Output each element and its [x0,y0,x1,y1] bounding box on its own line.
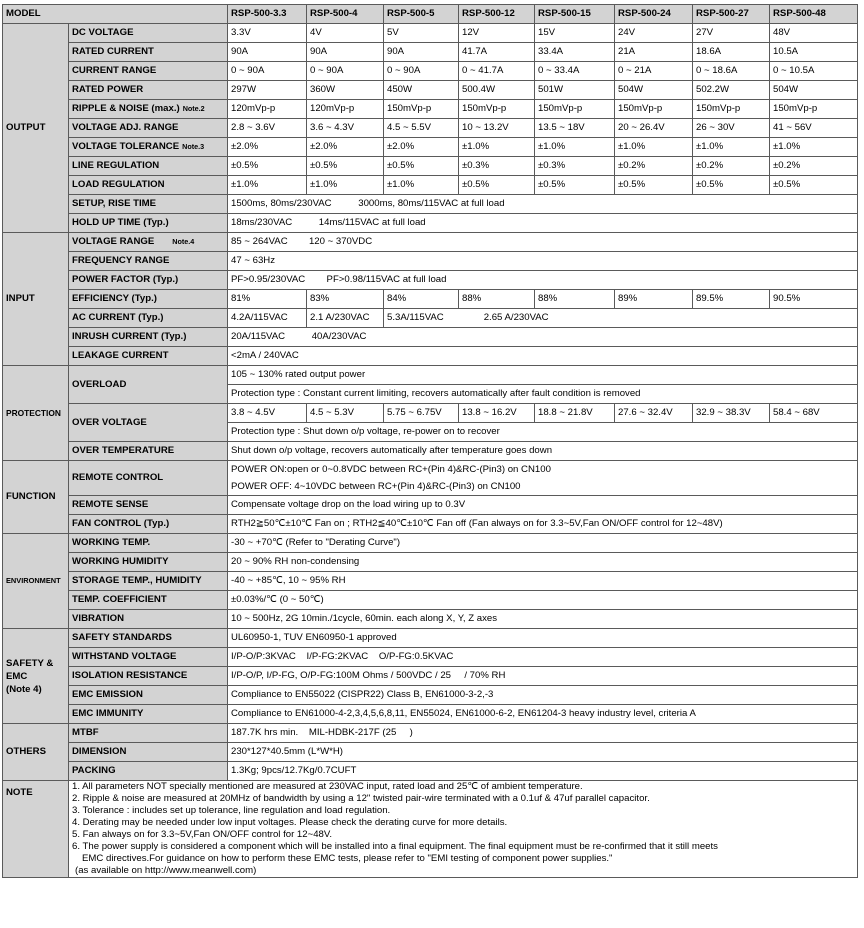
cell: 501W [535,81,615,100]
cell: 89% [615,290,693,309]
cell: 2.1 A/230VAC [307,309,384,328]
row-label: VIBRATION [69,610,228,629]
cell-text: 2.65 A/230VAC [483,312,549,323]
cell: 450W [384,81,459,100]
cell: ±1.0% [535,138,615,157]
cell: 85 ~ 264VAC 120 ~ 370VDC [228,233,858,252]
cell: 89.5% [693,290,770,309]
row-label: EFFICIENCY (Typ.) [69,290,228,309]
table-row [3,762,858,781]
note-tag: Note.3 [182,142,205,151]
table-row [3,195,858,214]
cell: 0 ~ 21A [615,62,693,81]
cell: 504W [615,81,693,100]
row-label: POWER FACTOR (Typ.) [69,271,228,290]
cell: ±0.2% [770,157,858,176]
row-label: WORKING HUMIDITY [69,553,228,572]
cell: ±0.3% [535,157,615,176]
cell: 4V [307,24,384,43]
cell: 18.6A [693,43,770,62]
cell: ±0.5% [384,157,459,176]
cell: ±0.03%/℃ (0 ~ 50℃) [228,591,858,610]
row-label: CURRENT RANGE [69,62,228,81]
model-name: RSP-500-3.3 [228,5,307,24]
cell: 10 ~ 500Hz, 2G 10min./1cycle, 60min. each along X, Y, Z axes [228,610,858,629]
cell: ±1.0% [615,138,693,157]
cell: RTH2≧50℃±10℃ Fan on ; RTH2≦40℃±10℃ Fan off (Fan always on for 3.3~5V,Fan ON/OFF control for 12~48V) [228,515,858,534]
row-label: DIMENSION [69,743,228,762]
cell: 150mVp-p [770,100,858,119]
cell: ±0.2% [615,157,693,176]
cell: 1.3Kg; 9pcs/12.7Kg/0.7CUFT [228,762,858,781]
cell: 20 ~ 90% RH non-condensing [228,553,858,572]
cell: 0 ~ 10.5A [770,62,858,81]
cell: 20 ~ 26.4V [615,119,693,138]
row-label: VOLTAGE ADJ. RANGE [69,119,228,138]
table-row [3,686,858,705]
table-row [3,461,858,496]
cell: 0 ~ 90A [384,62,459,81]
table-row [3,24,858,43]
cell: 90.5% [770,290,858,309]
cell: Compensate voltage drop on the load wiring up to 0.3V [228,496,858,515]
table-row [3,157,858,176]
table-row [3,496,858,515]
cell: 150mVp-p [535,100,615,119]
cell: 41.7A [459,43,535,62]
table-row [3,252,858,271]
cell-line: POWER OFF: 4~10VDC between RC+(Pin 4)&RC-(Pin3) on CN100 [231,481,521,492]
row-label: OVER VOLTAGE [69,404,228,442]
cell: ±2.0% [384,138,459,157]
cell: 3.8 ~ 4.5V [228,404,307,423]
cell: 150mVp-p [693,100,770,119]
row-label: PACKING [69,762,228,781]
table-row [3,366,858,385]
section-line: SAFETY & [6,657,54,669]
table-row [3,724,858,743]
table-row [3,743,858,762]
cell: 12V [459,24,535,43]
table-row [3,62,858,81]
table-row [3,648,858,667]
cell: 230*127*40.5mm (L*W*H) [228,743,858,762]
row-label: AC CURRENT (Typ.) [69,309,228,328]
cell: 5.75 ~ 6.75V [384,404,459,423]
note-tag: Note.2 [182,104,205,113]
cell: 48V [770,24,858,43]
table-row [3,309,858,328]
cell: 88% [535,290,615,309]
row-label: OVER TEMPERATURE [69,442,228,461]
note-line: 3. Tolerance : includes set up tolerance, line regulation and load regulation. [72,805,391,816]
section-note-label: NOTE [3,781,69,878]
row-label: INRUSH CURRENT (Typ.) [69,328,228,347]
cell: 500.4W [459,81,535,100]
cell: 90A [307,43,384,62]
model-name: RSP-500-27 [693,5,770,24]
cell: 90A [384,43,459,62]
table-row [3,214,858,233]
specification-table [2,4,858,878]
cell: 3.6 ~ 4.3V [307,119,384,138]
cell: 0 ~ 90A [307,62,384,81]
row-label: FREQUENCY RANGE [69,252,228,271]
row-label: ISOLATION RESISTANCE [69,667,228,686]
row-label: LINE REGULATION [69,157,228,176]
cell: 150mVp-p [615,100,693,119]
row-label: SAFETY STANDARDS [69,629,228,648]
row-label: TEMP. COEFFICIENT [69,591,228,610]
cell: 41 ~ 56V [770,119,858,138]
cell: <2mA / 240VAC [228,347,858,366]
table-row [3,781,858,878]
cell: 3.3V [228,24,307,43]
cell [228,461,858,496]
section-input: INPUT [3,233,69,366]
table-row [3,667,858,686]
cell: 10 ~ 13.2V [459,119,535,138]
row-label: OVERLOAD [69,366,228,404]
section-function: FUNCTION [3,461,69,534]
table-row [3,705,858,724]
cell: ±0.5% [535,176,615,195]
section-line: EMC [6,670,28,682]
cell: I/P-O/P, I/P-FG, O/P-FG:100M Ohms / 500VDC / 25 / 70% RH [228,667,858,686]
cell: 297W [228,81,307,100]
row-label: SETUP, RISE TIME [69,195,228,214]
section-protection: PROTECTION [3,366,69,461]
cell: 0 ~ 33.4A [535,62,615,81]
cell: ±2.0% [307,138,384,157]
table-row [3,138,858,157]
cell: 5V [384,24,459,43]
table-row [3,610,858,629]
table-row [3,81,858,100]
cell: ±0.5% [307,157,384,176]
row-label: FAN CONTROL (Typ.) [69,515,228,534]
table-row [3,534,858,553]
row-label: LOAD REGULATION [69,176,228,195]
cell: -30 ~ +70℃ (Refer to "Derating Curve") [228,534,858,553]
row-label: EMC EMISSION [69,686,228,705]
cell: ±0.5% [693,176,770,195]
note-line: 5. Fan always on for 3.3~5V,Fan ON/OFF control for 12~48V. [72,829,333,840]
row-label [69,233,228,252]
cell: 4.5 ~ 5.3V [307,404,384,423]
header-row [3,5,858,24]
note-line: 2. Ripple & noise are measured at 20MHz of bandwidth by using a 12" twisted pair-wire terminated with a 0.1uf & 47uf parallel capacitor. [72,793,650,804]
cell: ±1.0% [770,138,858,157]
cell: 120mVp-p [307,100,384,119]
cell: 187.7K hrs min. MIL-HDBK-217F (25 ) [228,724,858,743]
row-label-text: RIPPLE & NOISE (max.) [72,103,180,114]
row-label [69,138,228,157]
table-row [3,119,858,138]
cell: 15V [535,24,615,43]
table-row [3,572,858,591]
cell: Compliance to EN61000-4-2,3,4,5,6,8,11, EN55024, EN61000-6-2, EN61204-3 heavy industry level, criteria A [228,705,858,724]
cell: -40 ~ +85℃, 10 ~ 95% RH [228,572,858,591]
spec-sheet [2,4,857,878]
table-row [3,442,858,461]
cell: UL60950-1, TUV EN60950-1 approved [228,629,858,648]
cell: 18ms/230VAC 14ms/115VAC at full load [228,214,858,233]
table-row [3,271,858,290]
cell: 26 ~ 30V [693,119,770,138]
row-label-text: VOLTAGE RANGE [72,236,155,247]
cell: 18.8 ~ 21.8V [535,404,615,423]
cell: 4.2A/115VAC [228,309,307,328]
model-name: RSP-500-15 [535,5,615,24]
cell-line: POWER ON:open or 0~0.8VDC between RC+(Pin 4)&RC-(Pin3) on CN100 [231,464,551,475]
section-environment: ENVIRONMENT [3,534,69,629]
cell: 47 ~ 63Hz [228,252,858,271]
table-row [3,43,858,62]
row-label: WITHSTAND VOLTAGE [69,648,228,667]
table-row [3,100,858,119]
cell: 120mVp-p [228,100,307,119]
cell: I/P-O/P:3KVAC I/P-FG:2KVAC O/P-FG:0.5KVAC [228,648,858,667]
cell: 502.2W [693,81,770,100]
cell: ±2.0% [228,138,307,157]
table-row [3,328,858,347]
cell: ±1.0% [307,176,384,195]
model-name: RSP-500-24 [615,5,693,24]
cell: 0 ~ 41.7A [459,62,535,81]
table-row [3,290,858,309]
cell: 150mVp-p [384,100,459,119]
cell: 10.5A [770,43,858,62]
cell: ±0.5% [770,176,858,195]
row-label [69,100,228,119]
model-name: RSP-500-4 [307,5,384,24]
cell: ±1.0% [228,176,307,195]
note-line: 6. The power supply is considered a component which will be installed into a final equipment. The final equipment must be re-confirmed that it still meets [72,841,718,852]
cell: 24V [615,24,693,43]
section-safety-emc [3,629,69,724]
row-label: WORKING TEMP. [69,534,228,553]
note-line: (as available on http://www.meanwell.com) [75,865,257,876]
cell [384,309,858,328]
model-name: RSP-500-12 [459,5,535,24]
row-label: REMOTE CONTROL [69,461,228,496]
cell: 83% [307,290,384,309]
row-label: LEAKAGE CURRENT [69,347,228,366]
notes-block [69,781,858,878]
cell: 27V [693,24,770,43]
table-row [3,515,858,534]
cell: 0 ~ 18.6A [693,62,770,81]
cell: 32.9 ~ 38.3V [693,404,770,423]
table-row [3,591,858,610]
section-output: OUTPUT [3,24,69,233]
cell: Protection type : Shut down o/p voltage, re-power on to recover [228,423,858,442]
table-row [3,233,858,252]
row-label: RATED CURRENT [69,43,228,62]
note-line: 4. Derating may be needed under low input voltages. Please check the derating curve for more details. [72,817,508,828]
cell: 105 ~ 130% rated output power [228,366,858,385]
row-label: STORAGE TEMP., HUMIDITY [69,572,228,591]
cell: Shut down o/p voltage, recovers automatically after temperature goes down [228,442,858,461]
row-label: HOLD UP TIME (Typ.) [69,214,228,233]
cell: 150mVp-p [459,100,535,119]
cell: PF>0.95/230VAC PF>0.98/115VAC at full load [228,271,858,290]
cell: 360W [307,81,384,100]
cell: 58.4 ~ 68V [770,404,858,423]
cell: 84% [384,290,459,309]
cell: 1500ms, 80ms/230VAC 3000ms, 80ms/115VAC at full load [228,195,858,214]
cell: ±1.0% [693,138,770,157]
cell: ±0.5% [615,176,693,195]
section-note: (Note 4) [6,683,42,695]
cell: 27.6 ~ 32.4V [615,404,693,423]
cell: 13.5 ~ 18V [535,119,615,138]
note-tag: Note.4 [172,237,195,246]
cell: 0 ~ 90A [228,62,307,81]
table-row [3,176,858,195]
cell: Protection type : Constant current limiting, recovers automatically after fault condition is removed [228,385,858,404]
cell-text: 5.3A/115VAC [387,312,444,323]
cell: 90A [228,43,307,62]
row-label: MTBF [69,724,228,743]
cell: 4.5 ~ 5.5V [384,119,459,138]
cell: 88% [459,290,535,309]
table-row [3,347,858,366]
cell: 33.4A [535,43,615,62]
model-name: RSP-500-48 [770,5,858,24]
cell: ±1.0% [384,176,459,195]
row-label: RATED POWER [69,81,228,100]
cell: ±0.3% [459,157,535,176]
cell: 504W [770,81,858,100]
row-label: DC VOLTAGE [69,24,228,43]
model-name: RSP-500-5 [384,5,459,24]
cell: ±0.5% [228,157,307,176]
note-line: EMC directives.For guidance on how to perform these EMC tests, please refer to "EMI testing of component power supplies." [82,853,613,864]
cell: 21A [615,43,693,62]
row-label: EMC IMMUNITY [69,705,228,724]
section-others: OTHERS [3,724,69,781]
cell: 2.8 ~ 3.6V [228,119,307,138]
cell: ±1.0% [459,138,535,157]
table-row [3,553,858,572]
model-label: MODEL [3,5,228,24]
cell: 81% [228,290,307,309]
cell: Compliance to EN55022 (CISPR22) Class B, EN61000-3-2,-3 [228,686,858,705]
cell: 20A/115VAC 40A/230VAC [228,328,858,347]
note-line: 1. All parameters NOT specially mentioned are measured at 230VAC input, rated load and 25℃ of ambient temperature. [72,781,583,792]
row-label-text: VOLTAGE TOLERANCE [72,141,180,152]
cell: ±0.2% [693,157,770,176]
table-row [3,629,858,648]
row-label: REMOTE SENSE [69,496,228,515]
table-row [3,404,858,423]
cell: 13.8 ~ 16.2V [459,404,535,423]
cell: ±0.5% [459,176,535,195]
